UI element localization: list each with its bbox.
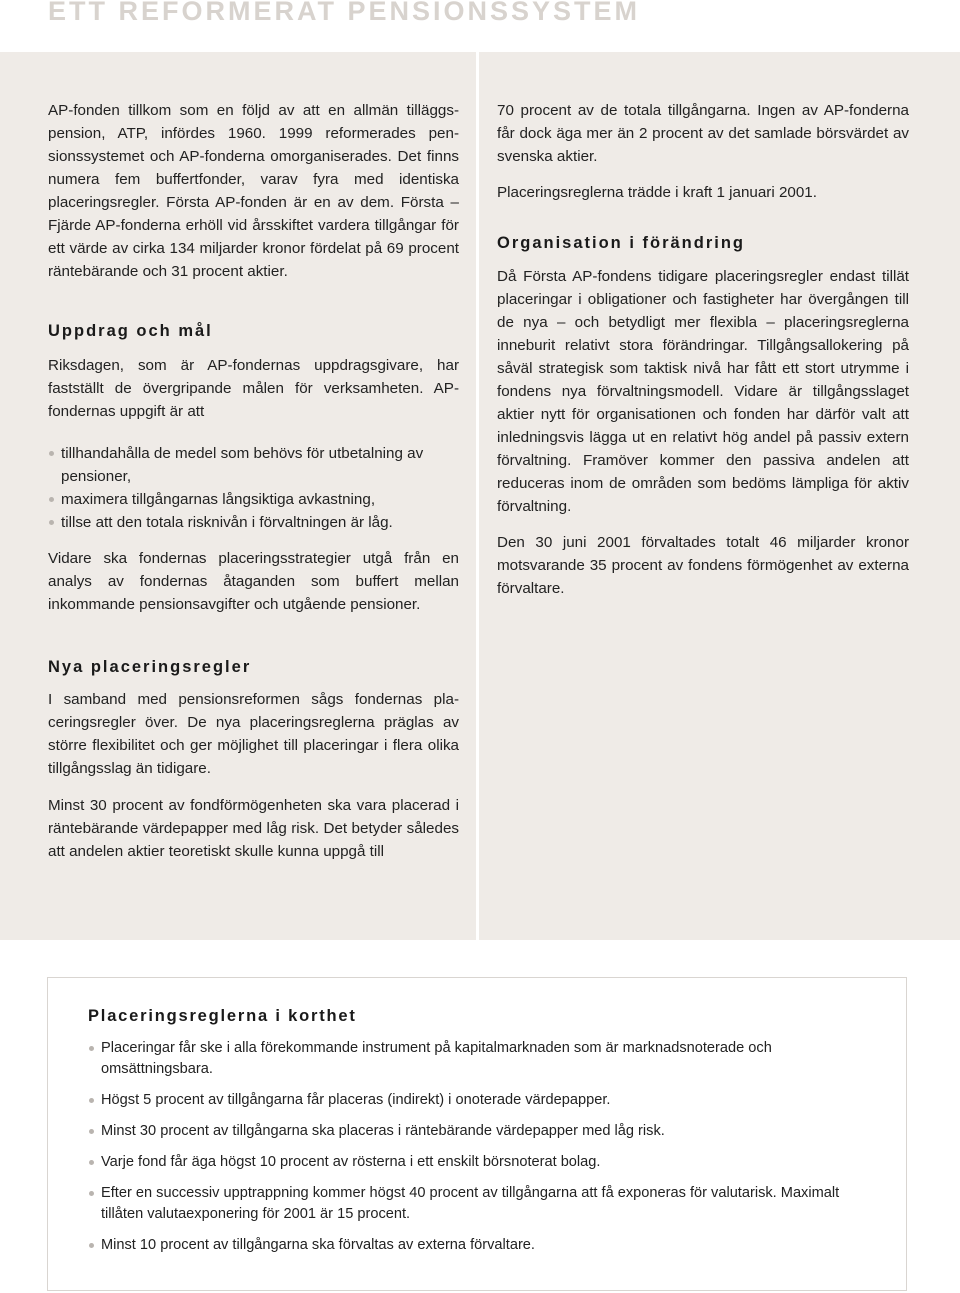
continued-paragraph: 70 procent av de totala tillgångarna. Ingen av AP-fonderna får dock äga mer än 2 procent av det samlade börsvärdet av svenska aktier. [497,102,909,165]
list-item: Varje fond får äga högst 10 procent av rösterna i ett enskilt börsnoterat bolag. [88,1152,878,1173]
list-item: Minst 30 procent av tillgångarna ska placeras i räntebärande värdepapper med låg risk. [88,1121,878,1142]
rules-paragraph-2: Minst 30 procent av fondförmögenheten ska vara placerad i räntebärande värdepapper med låg risk. Det betyder således att andelen aktier teoretiskt skulle kunna uppgå till [48,797,459,860]
list-item: Högst 5 procent av tillgångarna får placeras (indirekt) i onoterade värdepapper. [88,1090,878,1111]
left-column [48,99,459,863]
list-item: maximera tillgångarnas långsiktiga avkastning, [48,488,459,511]
list-item: tillhandahålla de medel som behövs för utbetalning av pensioner, [48,442,459,488]
section-heading-organisation: Organisation i förändring [497,234,746,252]
section-heading-rules: Nya placeringsregler [48,658,252,676]
summary-title: Placeringsreglerna i korthet [88,1007,357,1025]
summary-list [88,1038,878,1266]
effective-date-paragraph: Placeringsreglerna trädde i kraft 1 januari 2001. [497,184,817,201]
right-column [497,99,909,600]
list-item: Minst 10 procent av tillgångarna ska förvaltas av externa förvaltare. [88,1235,878,1256]
rules-paragraph-1: I samband med pensionsreformen sågs fondernas placeringsregler över. De nya placeringsreglerna präglas av större flexibilitet och ger möjlighet till placeringar i flera olika tillgångsslag än tidigare. [48,691,459,777]
mission-paragraph: Riksdagen, som är AP-fondernas uppdragsgivare, har fastställt de övergripande målen för verksamheten. AP-fondernas uppgift är att [48,357,459,420]
mission-list [48,442,459,534]
list-item: Placeringar får ske i alla förekommande instrument på kapitalmarknaden som är marknadsnoterade och omsättningsbara. [88,1038,878,1080]
intro-paragraph: AP-fonden tillkom som en följd av att en allmän tilläggspension, ATP, infördes 1960. 1999 reformerades pensionssystemet och AP-fonderna omorganiserades. Det finns numera fem buffertfonder, varav fyra med identiska placeringsregler. Första AP-fonden är en av dem. Första – Fjärde AP-fonderna erhöll vid årsskiftet vardera tillgångar för ett värde av cirka 134 miljarder kronor fördelat på 69 procent räntebärande och 31 procent aktier. [48,102,459,280]
list-item: Efter en successiv upptrappning kommer högst 40 procent av tillgångarna att få exponeras för valutarisk. Maximalt tillåten valutaexponering för 2001 är 15 procent. [88,1183,878,1225]
external-management-paragraph: Den 30 juni 2001 förvaltades totalt 46 miljarder kronor motsvarande 35 procent av fondens förmögenhet av externa förvaltare. [497,534,909,597]
page-title: ETT REFORMERAT PENSIONSSYSTEM [48,0,641,26]
list-item: tillse att den totala risknivån i förvaltningen är låg. [48,511,459,534]
summary-box [47,977,907,1291]
strategy-paragraph: Vidare ska fondernas placeringsstrategier utgå från en analys av fondernas åtaganden som buffert mellan inkommande pensionsavgifter och utgående pensioner. [48,550,459,613]
organisation-paragraph: Då Första AP-fondens tidigare placeringsregler endast tillät placeringar i obligationer och fastigheter har övergången till de nya – och betydligt mer flexibla – placeringsreglerna inneburit relativt stora förändringar. Tillgångsallokering på såväl strategisk som taktisk nivå har fått ett stort utrymme i fondens nya förvaltningsmodell. Vidare är tillgångsslaget aktier nytt för organisationen och fonden har därför valt att inledningsvis lägga ut en relativt hög andel på passiv extern förvaltning. Framöver kommer den passiva andelen att reduceras inom de områden som bedöms lämpliga för aktiv förvaltning. [497,268,909,515]
section-heading-mission: Uppdrag och mål [48,322,213,340]
